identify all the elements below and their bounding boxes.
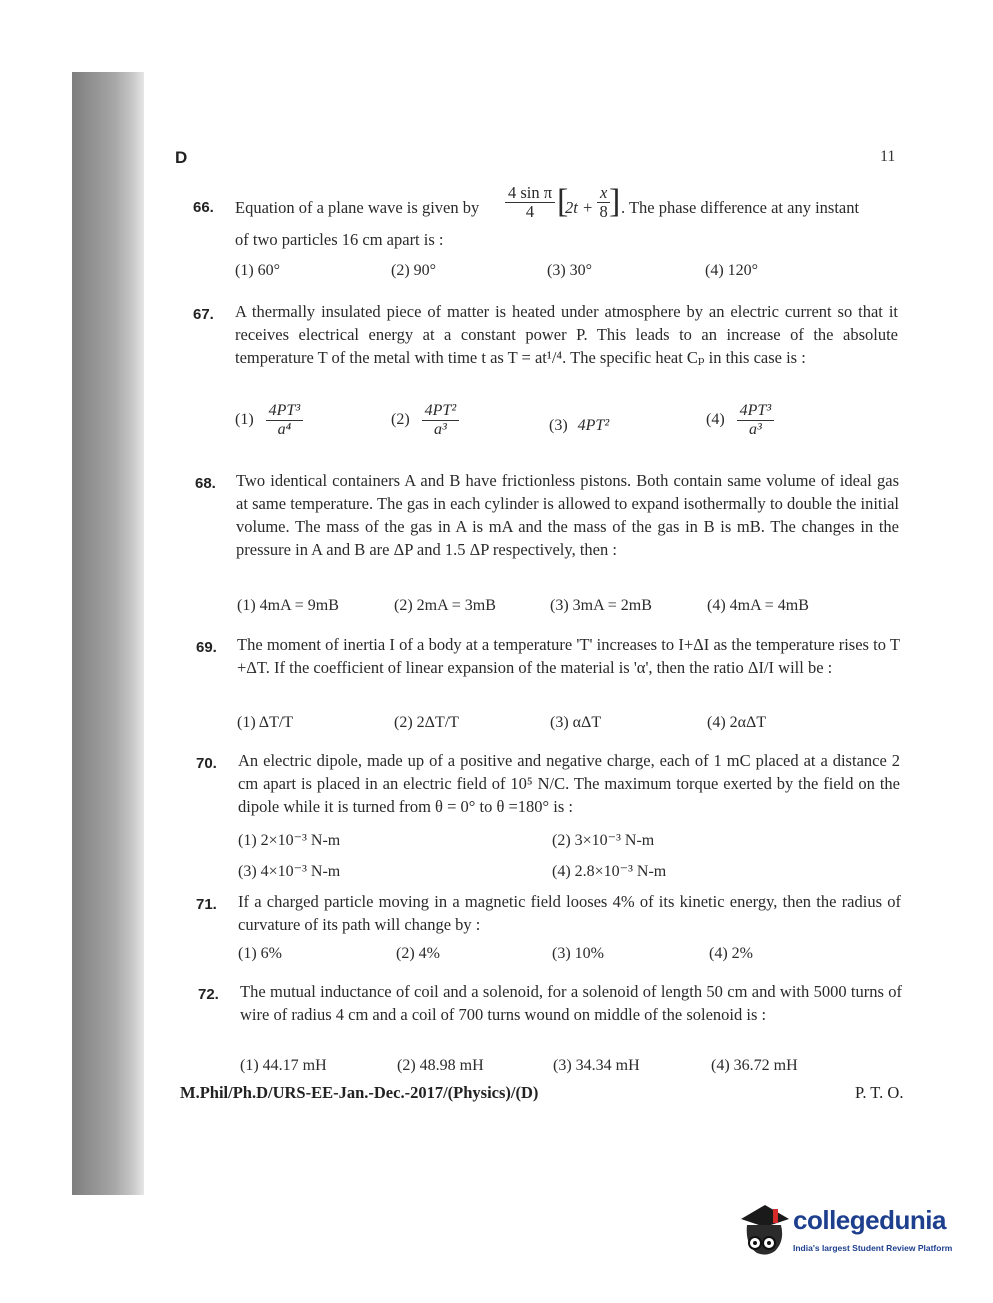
collegedunia-logo[interactable] — [735, 1195, 960, 1270]
option-2[interactable]: (2) 2mA = 3mB — [394, 597, 496, 614]
option-4[interactable]: (4) $\frac{\text{4PT³}}{\text{a³}}$ — [706, 402, 776, 439]
paper-code: M.Phil/Ph.D/URS-EE-Jan.-Dec.-2017/(Physics)/(D) — [180, 1083, 539, 1102]
question-text: Two identical containers A and B have frictionless pistons. Both contain same volume of ideal gas at same temperature. The gas in each cylinder is allowed to expand isothermally to double the initial volume. The mass of the gas in A is mA and the mass of the gas in B is mB. The changes in the pressure in A and B are ΔP and 1.5 ΔP respectively, then : — [236, 471, 899, 559]
question-number: 68. — [195, 475, 216, 492]
option-3[interactable]: (3) αΔT — [550, 714, 602, 731]
question-text: A thermally insulated piece of matter is heated under atmosphere by an electric current so that it receives electrical energy at a constant power P. This leads to an increase of the absolute temperature T of the metal with time t as T = at¹/⁴. The specific heat Cₚ in this case is : — [235, 302, 898, 367]
question-number: 66. — [193, 199, 214, 216]
please-turn-over: P. T. O. — [855, 1083, 904, 1102]
x-over-8-fraction: $\frac{x}{8}$ — [597, 184, 610, 221]
question-text: An electric dipole, made up of a positive and negative charge, each of 1 mC placed at a distance 2 cm apart is placed in an electric field of 10⁵ N/C. The maximum torque exerted by the field on the dipole while it is turned from θ = 0° to θ =180° is : — [238, 751, 900, 816]
option-2[interactable]: (2) 3×10⁻³ N-m — [552, 832, 655, 849]
option-3[interactable]: (3) 30° — [547, 262, 593, 279]
option-2[interactable]: (2) 48.98 mH — [397, 1057, 484, 1074]
option-2[interactable]: (2) 4% — [396, 945, 440, 962]
option-4[interactable]: (4) 36.72 mH — [711, 1057, 798, 1074]
option-4[interactable]: (4) 120° — [705, 262, 759, 279]
question-text: If a charged particle moving in a magnetic field looses 4% of its kinetic energy, then the radius of curvature of its path will change by : — [238, 892, 901, 934]
option-1[interactable]: (1) ΔT/T — [237, 714, 294, 731]
wave-equation-fraction: $\frac{\text{4 sin π}}{4}$ — [505, 184, 555, 221]
option-4[interactable]: (4) 2.8×10⁻³ N-m — [552, 863, 667, 880]
option-4[interactable]: (4) 2αΔT — [707, 714, 767, 731]
question-number: 67. — [193, 306, 214, 323]
option-3[interactable]: (3) 34.34 mH — [553, 1057, 640, 1074]
option-1[interactable]: (1) 60° — [235, 262, 281, 279]
option-2[interactable]: (2) 2ΔT/T — [394, 714, 459, 731]
option-1[interactable]: (1) 6% — [238, 945, 282, 962]
question-text: Equation of a plane wave is given by $\frac{\text{4 sin π}}{4}$ [ 2t + $\frac{x}{8}$ ] . The phase difference at any instant — [235, 183, 860, 221]
option-1[interactable]: (1) 2×10⁻³ N-m — [238, 832, 341, 849]
option-3[interactable]: (3) 10% — [552, 945, 604, 962]
logo-wordmark: collegedunia — [793, 1205, 946, 1235]
option-3[interactable]: (3) 4×10⁻³ N-m — [238, 863, 341, 880]
book-spine-shadow — [72, 72, 144, 1195]
option-2[interactable]: (2) 90° — [391, 262, 437, 279]
question-number: 71. — [196, 896, 217, 913]
student-mascot-icon — [735, 1197, 793, 1267]
question-text: The mutual inductance of coil and a solenoid, for a solenoid of length 50 cm and with 5000 turns of wire of radius 4 cm and a coil of 700 turns wound on middle of the solenoid is : — [240, 982, 902, 1024]
question-number: 72. — [198, 986, 219, 1003]
page-number: 11 — [880, 148, 896, 165]
question-text: The moment of inertia I of a body at a temperature 'T' increases to I+ΔI as the temperature rises to T +ΔT. If the coefficient of linear expansion of the material is 'α', then the ratio ΔI/I will be : — [237, 635, 900, 677]
option-4[interactable]: (4) 4mA = 4mB — [707, 597, 809, 614]
question-number: 70. — [196, 755, 217, 772]
option-1[interactable]: (1) 4mA = 9mB — [237, 597, 339, 614]
question-number: 69. — [196, 639, 217, 656]
option-2[interactable]: (2) $\frac{\text{4PT²}}{\text{a³}}$ — [391, 402, 461, 439]
option-3[interactable]: (3) 3mA = 2mB — [550, 597, 652, 614]
logo-tagline: India's largest Student Review Platform — [793, 1243, 953, 1253]
option-3[interactable]: (3) 4PT² — [549, 417, 610, 434]
option-1[interactable]: (1) 44.17 mH — [240, 1057, 327, 1074]
section-letter: D — [175, 148, 188, 167]
option-1[interactable]: (1) $\frac{\text{4PT³}}{\text{a⁴}}$ — [235, 402, 305, 439]
option-4[interactable]: (4) 2% — [709, 945, 753, 962]
